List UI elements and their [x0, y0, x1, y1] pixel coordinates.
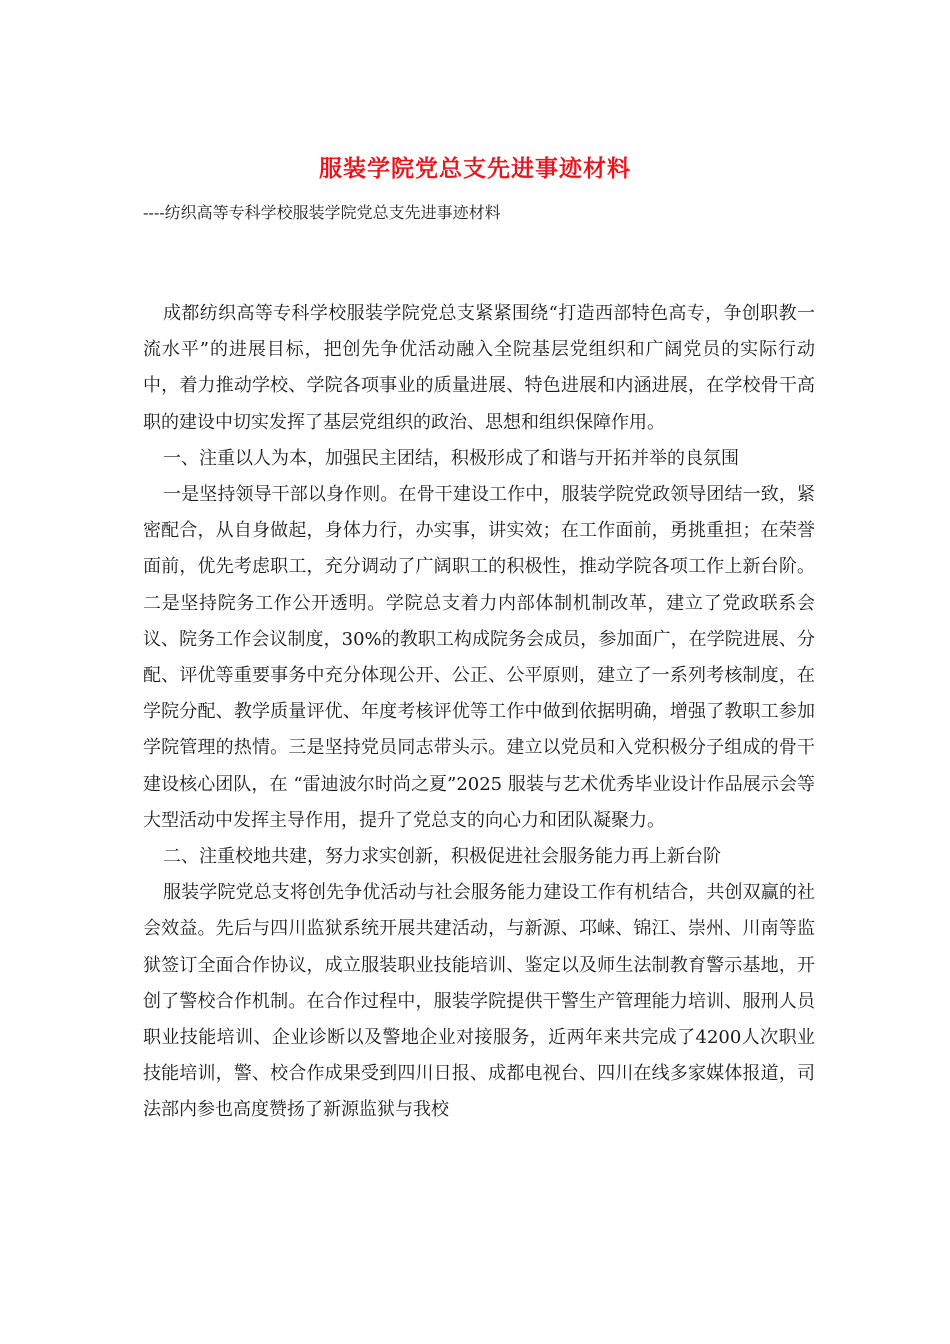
document-subtitle: ----纺织高等专科学校服装学院党总支先进事迹材料 — [143, 203, 501, 222]
body-paragraph: 一是坚持领导干部以身作则。在骨干建设工作中，服装学院党政领导团结一致，紧密配合，从自身做起，身体力行，办实事，讲实效；在工作面前，勇挑重担；在荣誉面前，优先考虑职工，充分调动了广阔职工的积极性，推动学院各项工作上新台阶。二是坚持院务工作公开透明。学院总支着力内部体制机制改革，建立了党政联系会议、院务工作会议制度，30%的教职工构成院务会成员，参加面广，在学院进展、分配、评优等重要事务中充分体现公开、公正、公平原则，建立了一系列考核制度，在学院分配、教学质量评优、年度考核评优等工作中做到依据明确，增强了教职工参加学院管理的热情。三是坚持党员同志带头示。建立以党员和入党积极分子组成的骨干建设核心团队，在 “雷迪波尔时尚之夏”2025 服装与艺术优秀毕业设计作品展示会等大型活动中发挥主导作用，提升了党总支的向心力和团队凝聚力。 — [143, 484, 815, 831]
document-title: 服装学院党总支先进事迹材料 — [319, 155, 631, 182]
section-heading: 一、注重以人为本，加强民主团结，积极形成了和谐与开拓并举的良氛围 — [163, 447, 739, 469]
body-paragraph: 成都纺织高等专科学校服装学院党总支紧紧围绕“打造西部特色高专，争创职教一流水平”的进展目标，把创先争优活动融入全院基层党组织和广阔党员的实际行动中，着力推动学校、学院各项事业的质量进展、特色进展和内涵进展，在学校骨干高职的建设中切实发挥了基层党组织的政治、思想和组织保障作用。 — [143, 303, 815, 433]
section-heading: 二、注重校地共建，努力求实创新，积极促进社会服务能力再上新台阶 — [163, 846, 721, 868]
document-body — [143, 296, 815, 1129]
body-paragraph: 服装学院党总支将创先争优活动与社会服务能力建设工作有机结合，共创双赢的社会效益。先后与四川监狱系统开展共建活动，与新源、邛崃、锦江、崇州、川南等监狱签订全面合作协议，成立服装职业技能培训、鉴定以及师生法制教育警示基地，开创了警校合作机制。在合作过程中，服装学院提供干警生产管理能力培训、服刑人员职业技能培训、企业诊断以及警地企业对接服务，近两年来共完成了4200人次职业技能培训，警、校合作成果受到四川日报、成都电视台、四川在线多家媒体报道，司法部内参也高度赞扬了新源监狱与我校 — [143, 882, 815, 1121]
